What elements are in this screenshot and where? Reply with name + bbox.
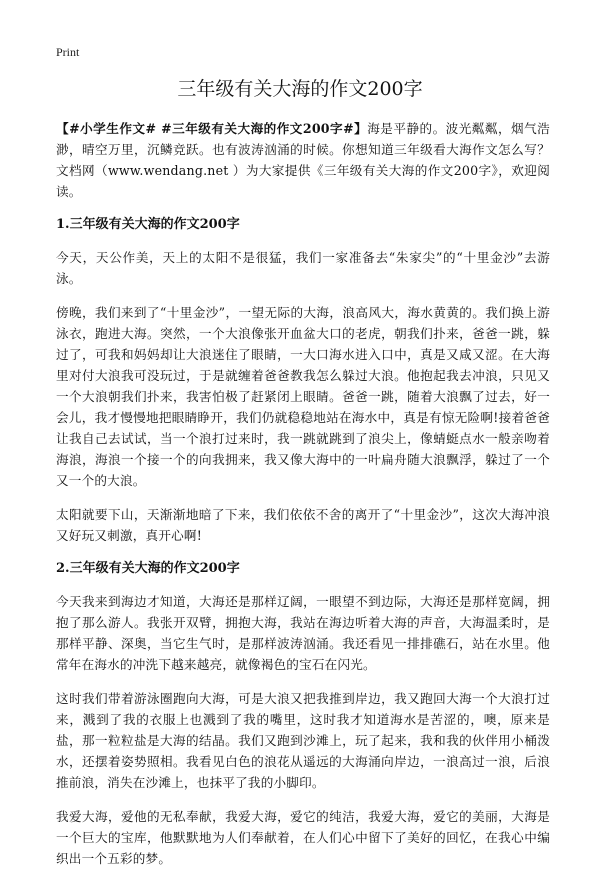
- intro-text: 海是平静的。波光粼粼，烟气浩渺，晴空万里，沉鳞竞跃。也有波涛汹涌的时候。你想知道三年级看大海作文怎么写？文档网（www.wendang.net ）为大家提供《三年级有关大海的作文200字》，欢迎阅读。: [56, 121, 550, 199]
- section-heading-1: 1.三年级有关大海的作文200字: [56, 217, 240, 232]
- section-2-paragraph-3: 我爱大海，爱他的无私奉献，我爱大海，爱它的纯洁，我爱大海，爱它的美丽，大海是一个巨大的宝库，他默默地为人们奉献着，在人们心中留下了美好的回忆，在我心中编织出一个五彩的梦。: [56, 809, 550, 866]
- section-1-paragraph-1: 今天，天公作美，天上的太阳不是很猛，我们一家准备去“朱家尖”的“十里金沙”去游泳。: [56, 250, 550, 286]
- intro-tag: 【#小学生作文# #三年级有关大海的作文200字#】: [56, 121, 368, 136]
- page-title: 三年级有关大海的作文200字: [177, 78, 423, 100]
- article-body: [56, 118, 550, 882]
- print-link[interactable]: Print: [56, 45, 80, 59]
- intro-paragraph: [56, 118, 550, 202]
- section-1-paragraph-3: 太阳就要下山，天渐渐地暗了下来，我们依依不舍的离开了“十里金沙”，这次大海冲浪又好玩又刺激，真开心啊!: [56, 507, 550, 543]
- section-1-paragraph-2: 傍晚，我们来到了“十里金沙”，一望无际的大海，浪高风大，海水黄黄的。我们换上游泳衣，跑进大海。突然，一个大浪像张开血盆大口的老虎，朝我们扑来，爸爸一跳，躲过了，可我和妈妈却让大浪迷住了眼睛，一大口海水进入口中，真是又咸又涩。在大海里对付大浪我可没玩过，于是就缠着爸爸教我怎么躲过大浪。他抱起我去冲浪，只见又一个大浪朝我们扑来，我害怕极了赶紧闭上眼睛。爸爸一跳，随着大浪飘了过去，好一会儿，我才慢慢地把眼睛睁开，我们仍就稳稳地站在海水中，真是有惊无险啊!接着爸爸让我自己去试试，当一个浪打过来时，我一跳就跳到了浪尖上，像蜻蜓点水一般亲吻着海浪，海浪一个接一个的向我拥来，我又像大海中的一叶扁舟随大浪飘浮，躲过了一个又一个的大浪。: [56, 305, 550, 488]
- section-2-paragraph-1: 今天我来到海边才知道，大海还是那样辽阔，一眼望不到边际，大海还是那样宽阔，拥抱了那么游人。我张开双臂，拥抱大海，我站在海边听着大海的声音，大海温柔时，是那样平静、深奥，当它生气时，是那样波涛汹涌。我还看见一排排礁石，站在水里。他常年在海水的冲洗下越来越亮，就像褐色的宝石在闪光。: [56, 594, 550, 672]
- section-heading-2: 2.三年级有关大海的作文200字: [56, 561, 240, 576]
- section-2-paragraph-2: 这时我们带着游泳圈跑向大海，可是大浪又把我推到岸边，我又跑回大海一个大浪打过来，溅到了我的衣服上也溅到了我的嘴里，这时我才知道海水是苦涩的，噢，原来是盐，那一粒粒盐是大海的结晶。我们又跑到沙滩上，玩了起来，我和我的伙伴用小桶泼水，还摆着姿势照相。我看见白色的浪花从遥远的大海涌向岸边，一浪高过一浪，后浪推前浪，消失在沙滩上，也抹平了我的小脚印。: [56, 691, 550, 790]
